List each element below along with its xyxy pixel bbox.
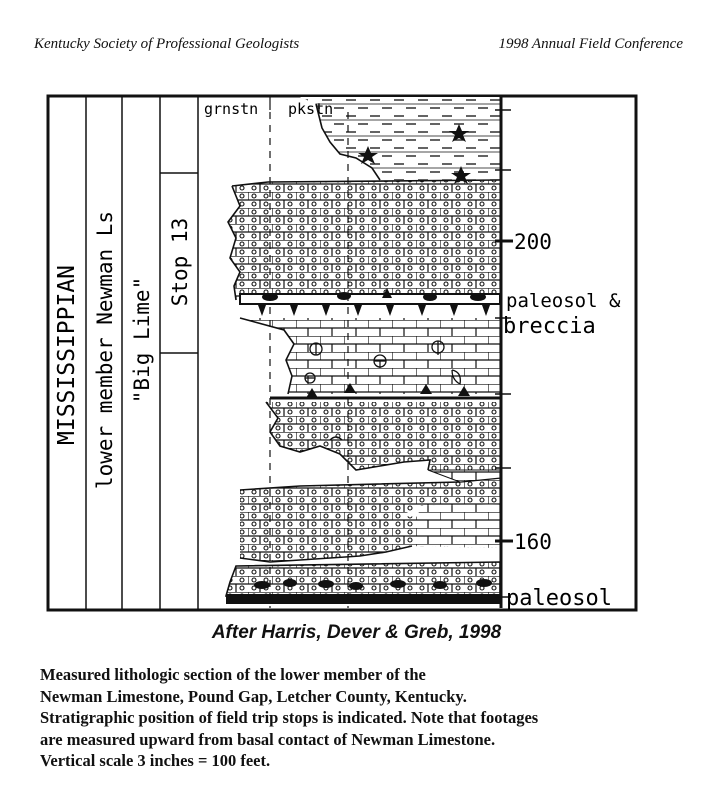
stop-label: Stop 13 [168,217,192,307]
figure-attribution: After Harris, Dever & Greb, 1998 [211,622,502,643]
scale-label-200: 200 [514,230,552,254]
figure-caption [40,664,690,772]
paleosol-breccia-label-1: paleosol & [506,290,621,312]
packstone-label: pkstn [288,100,334,118]
header-society: Kentucky Society of Professional Geologists [34,36,300,52]
system-label: MISSISSIPPIAN [54,264,80,446]
caption-line: Measured lithologic section of the lower member of the [40,665,426,684]
paleosol-breccia-label-2: breccia [503,314,596,339]
header-conference: 1998 Annual Field Conference [498,36,683,52]
caption-line: Vertical scale 3 inches = 100 feet. [40,751,271,770]
caption-line: Newman Limestone, Pound Gap, Letcher County, Kentucky. [40,686,467,706]
caption-line: are measured upward from basal contact of Newman Limestone. [40,729,496,749]
scale-label-160: 160 [514,530,552,554]
grainstone-label: grnstn [204,100,259,118]
basal-paleosol-label: paleosol [506,586,612,611]
caption-line: Stratigraphic position of field trip stops is indicated. Note that footages [40,708,539,727]
unit-label: lower member Newman Ls [93,210,117,490]
informal-name-label: "Big Lime" [130,276,154,404]
